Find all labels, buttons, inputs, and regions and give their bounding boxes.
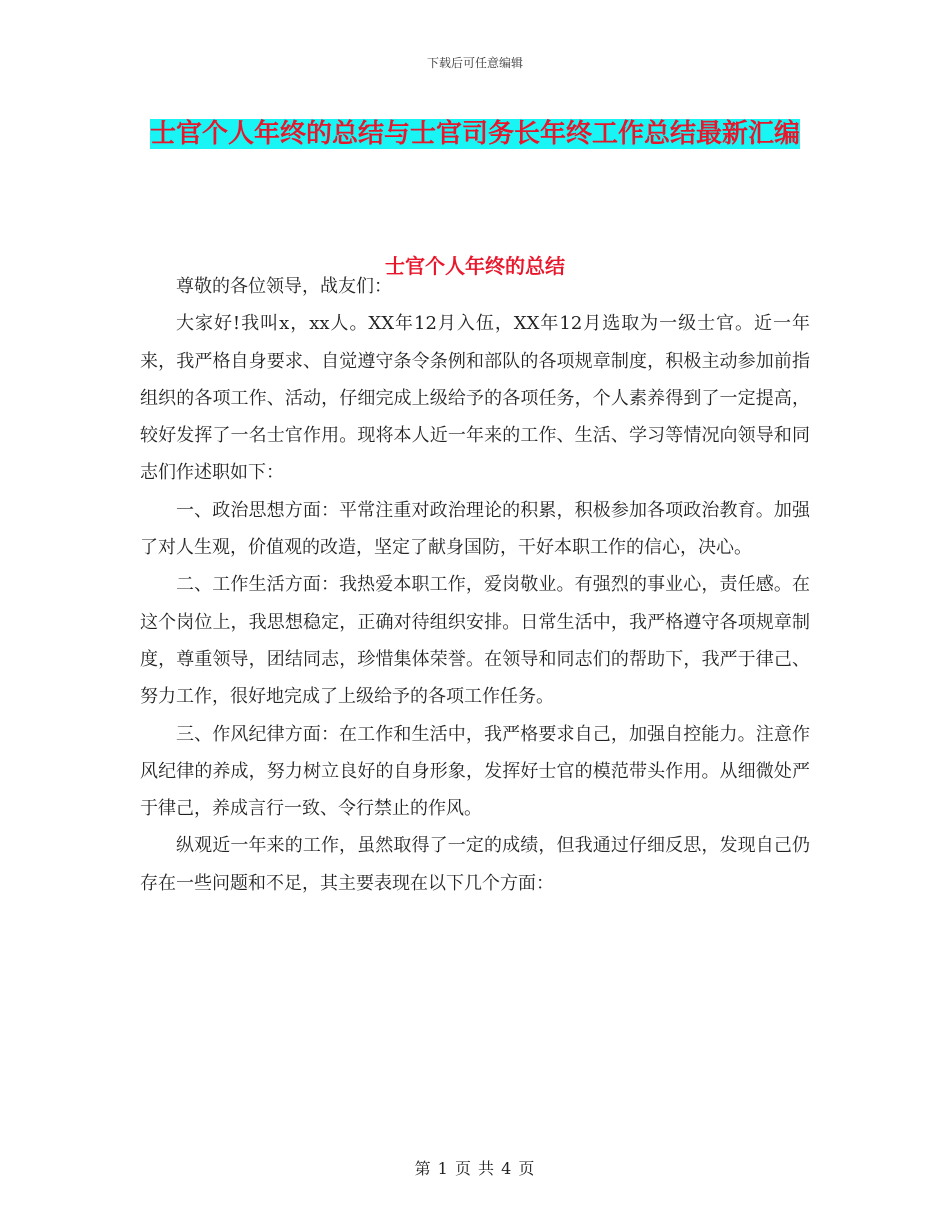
- paragraph-introduction: 大家好!我叫x，xx人。XX年12月入伍，XX年12月选取为一级士官。近一年来，我严格自身要求、自觉遵守条令条例和部队的各项规章制度，积极主动参加前指组织的各项工作、活动，仔细完成上级给予的各项任务，个人素养得到了一定提高，较好发挥了一名士官作用。现将本人近一年来的工作、生活、学习等情况向领导和同志们作述职如下：: [140, 313, 810, 484]
- paragraph-work-life: 二、工作生活方面：我热爱本职工作，爱岗敬业。有强烈的事业心，责任感。在这个岗位上，我思想稳定，正确对待组织安排。日常生活中，我严格遵守各项规章制度，尊重领导，团结同志，珍惜集体荣誉。在领导和同志们的帮助下，我严于律己、努力工作，很好地完成了上级给予的各项工作任务。: [140, 574, 810, 708]
- paragraph-shortcomings: 纵观近一年来的工作，虽然取得了一定的成绩，但我通过仔细反思，发现自己仍存在一些问题和不足，其主要表现在以下几个方面：: [140, 835, 810, 894]
- document-title-text: 士官个人年终的总结与士官司务长年终工作总结最新汇编: [149, 119, 800, 149]
- paragraph-discipline: 三、作风纪律方面：在工作和生活中，我严格要求自己，加强自控能力。注意作风纪律的养成，努力树立良好的自身形象，发挥好士官的模范带头作用。从细微处严于律己，养成言行一致、令行禁止的作风。: [140, 723, 810, 820]
- body-text: [140, 268, 810, 902]
- document-title: [140, 110, 810, 158]
- page-footer: 第 1 页 共 4 页: [414, 1159, 536, 1178]
- header-note: 下载后可任意编辑: [426, 56, 523, 70]
- paragraph-political: 一、政治思想方面：平常注重对政治理论的积累，积极参加各项政治教育。加强了对人生观，价值观的改造，坚定了献身国防，干好本职工作的信心，决心。: [140, 499, 810, 559]
- section-title: 士官个人年终的总结: [385, 254, 565, 278]
- paragraph-greeting: 尊敬的各位领导，战友们：: [176, 276, 392, 297]
